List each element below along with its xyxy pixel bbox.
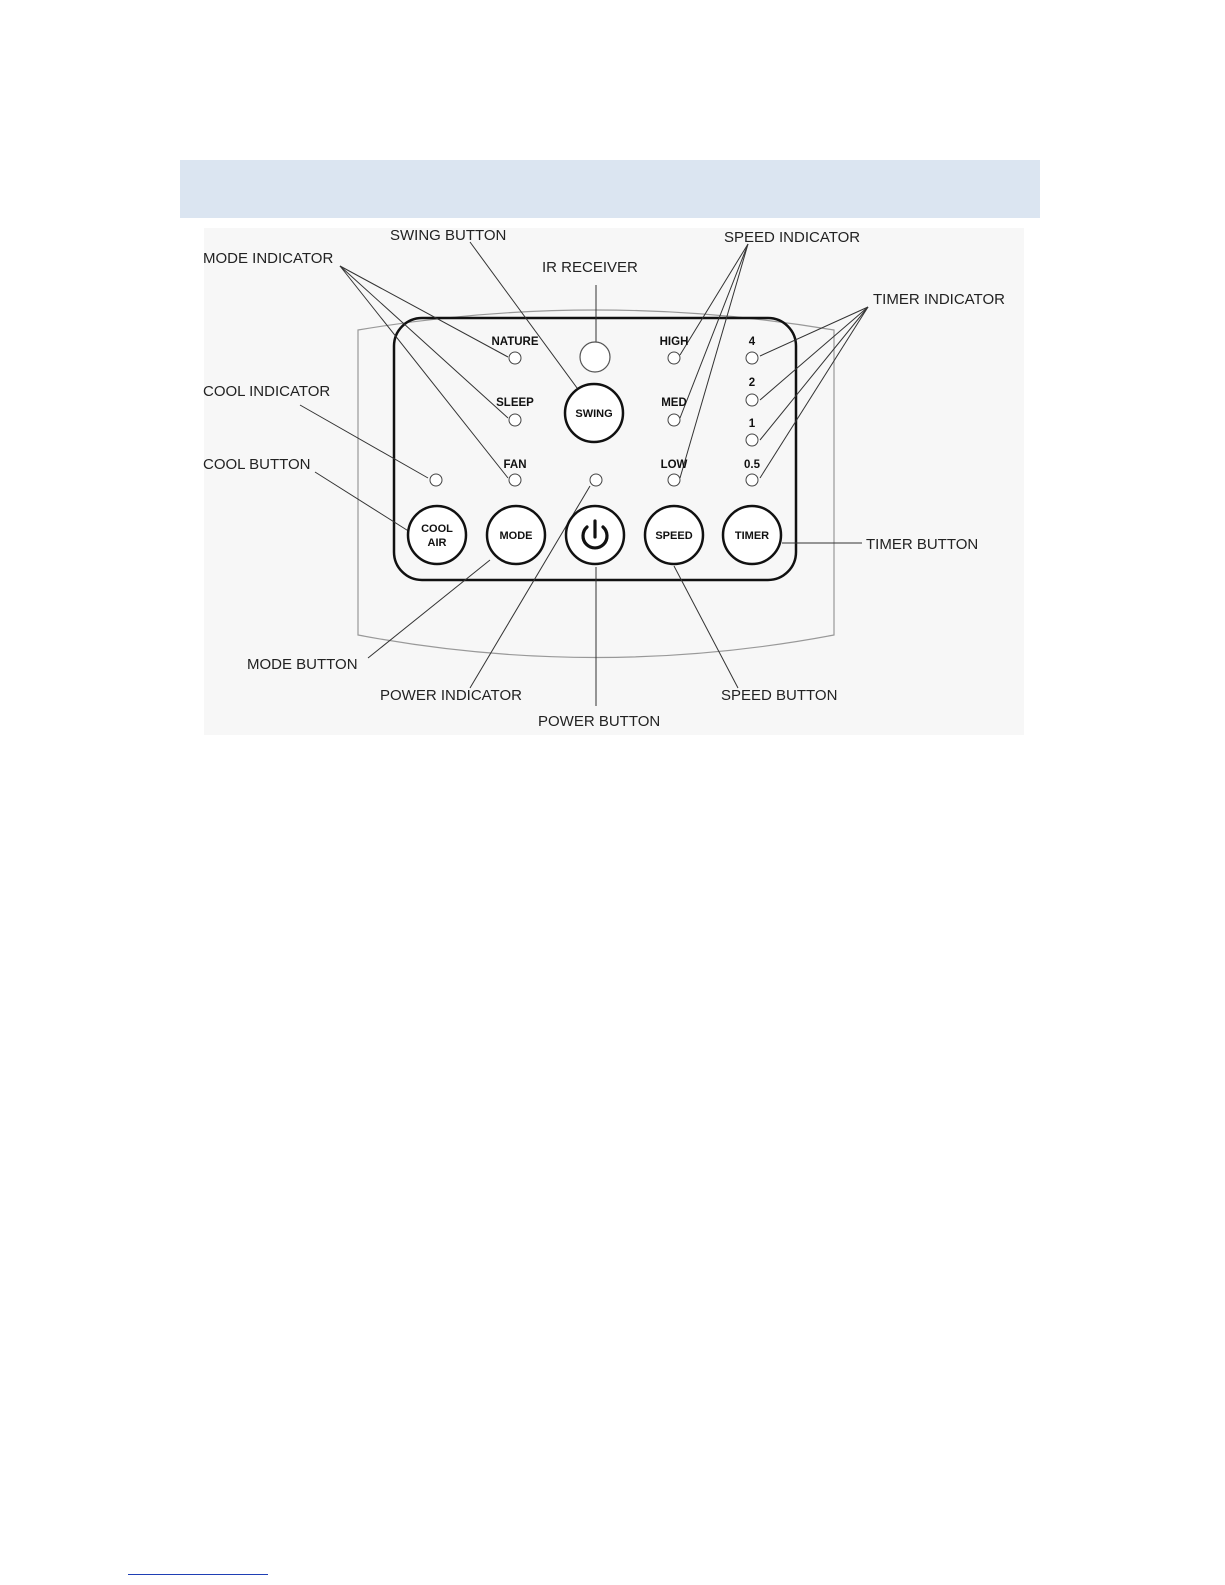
cool-air-button-label-line2: AIR <box>427 537 447 549</box>
callout-mode-indicator: MODE INDICATOR <box>203 250 334 267</box>
footnote-separator <box>128 1574 268 1575</box>
callout-timer-indicator: TIMER INDICATOR <box>873 291 1005 308</box>
mode-label-sleep: SLEEP <box>496 397 534 409</box>
timer-indicator-0-5-led <box>746 474 758 486</box>
timer-indicator-1-led <box>746 434 758 446</box>
callout-timer-button: TIMER BUTTON <box>866 536 979 553</box>
callout-ir-receiver: IR RECEIVER <box>542 259 638 276</box>
callout-mode-button: MODE BUTTON <box>247 656 358 673</box>
callout-swing-button: SWING BUTTON <box>390 227 507 244</box>
mode-indicator-nature-led <box>509 352 521 364</box>
speed-label-med: MED <box>661 397 687 409</box>
speed-indicator-low-led <box>668 474 680 486</box>
callout-cool-button: COOL BUTTON <box>203 456 311 473</box>
leader-lines <box>300 242 868 706</box>
timer-label-2: 2 <box>748 377 756 389</box>
timer-indicator-4-led <box>746 352 758 364</box>
cool-air-button-label-line1: COOL <box>421 523 453 535</box>
power-button[interactable] <box>566 506 624 564</box>
mode-indicator-fan-led <box>509 474 521 486</box>
timer-label-4: 4 <box>748 336 756 348</box>
power-indicator-led <box>590 474 602 486</box>
mode-button-label: MODE <box>499 530 533 542</box>
callout-cool-indicator: COOL INDICATOR <box>203 383 331 400</box>
cool-air-button[interactable] <box>408 506 466 564</box>
speed-button-label: SPEED <box>655 530 693 542</box>
cool-indicator-led <box>430 474 442 486</box>
timer-label-0-5: 0.5 <box>744 459 760 471</box>
timer-indicator-2-led <box>746 394 758 406</box>
speed-label-low: LOW <box>660 459 688 471</box>
callout-power-button: POWER BUTTON <box>538 713 661 730</box>
callout-power-indicator: POWER INDICATOR <box>380 687 522 704</box>
speed-indicator-med-led <box>668 414 680 426</box>
speed-label-high: HIGH <box>659 336 689 348</box>
mode-indicator-sleep-led <box>509 414 521 426</box>
callout-speed-indicator: SPEED INDICATOR <box>724 229 861 246</box>
timer-label-1: 1 <box>748 418 756 430</box>
mode-label-nature: NATURE <box>491 336 539 348</box>
speed-indicator-high-led <box>668 352 680 364</box>
callout-speed-button: SPEED BUTTON <box>721 687 838 704</box>
swing-button-label: SWING <box>575 408 613 420</box>
mode-label-fan: FAN <box>503 459 527 471</box>
timer-button-label: TIMER <box>734 530 770 542</box>
ir-receiver-window <box>580 342 610 372</box>
